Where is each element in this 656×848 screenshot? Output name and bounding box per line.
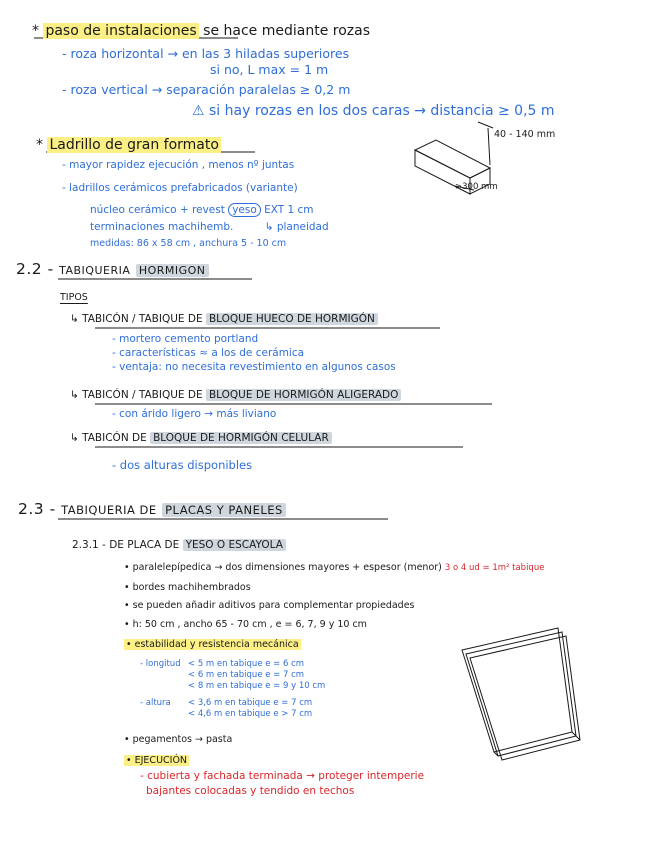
- type-title-highlight: BLOQUE DE HORMIGÓN CELULAR: [150, 432, 332, 444]
- bullet-item: • h: 50 cm , ancho 65 - 70 cm , e = 6, 7, 9 y 10 cm: [124, 619, 367, 630]
- bullet-item: • se pueden añadir aditivos para complementar propiedades: [124, 600, 415, 611]
- list-item: medidas: 86 x 58 cm , anchura 5 - 10 cm: [90, 238, 287, 249]
- spec-label: - longitud: [140, 659, 181, 669]
- section-title: Ladrillo de gran formato: [49, 137, 219, 153]
- red-note: - cubierta y fachada terminada → proteger intemperie: [140, 770, 425, 782]
- list-item: - dos alturas disponibles: [112, 458, 253, 472]
- warning-note: ⚠ si hay rozas en los dos caras → distancia ≥ 0,5 m: [192, 103, 555, 119]
- list-item-detail: → separación paralelas ≥ 0,2 m: [151, 82, 351, 97]
- list-item-detail: → en las 3 hiladas superiores: [167, 46, 350, 61]
- spec-item: < 6 m en tabique e = 7 cm: [188, 670, 305, 680]
- section-title-rest: se hace mediante rozas: [203, 23, 371, 39]
- bullet-item: • paralelepípedica → dos dimensiones mayores + espesor (menor): [124, 562, 442, 573]
- red-note: bajantes colocadas y tendido en techos: [146, 785, 355, 797]
- section-number: 2.2 -: [16, 260, 54, 278]
- panels-sketch: [462, 628, 580, 760]
- bullet-item-highlight: • EJECUCIÓN: [126, 755, 188, 766]
- list-item: - mortero cemento portland: [112, 333, 259, 345]
- circled-word: yeso: [228, 203, 261, 217]
- list-item: terminaciones machihemb.: [90, 221, 234, 233]
- section-heading: TABIQUERIA: [59, 264, 131, 277]
- bullet-item: • bordes machihembrados: [124, 582, 251, 593]
- list-item: - con árido ligero → más liviano: [112, 408, 277, 420]
- list-item: - mayor rapidez ejecución , menos nº juntas: [62, 159, 295, 171]
- subsection-heading-highlight: YESO O ESCAYOLA: [183, 539, 286, 551]
- list-item: - roza vertical: [62, 82, 148, 97]
- bullet-star: *: [36, 137, 43, 153]
- spec-item: < 8 m en tabique e = 9 y 10 cm: [188, 681, 326, 691]
- section-heading-highlight: PLACAS Y PANELES: [162, 503, 286, 517]
- label-tipos: TIPOS: [60, 292, 88, 303]
- list-item: - roza horizontal: [62, 46, 164, 61]
- section-heading-highlight: HORMIGON: [136, 264, 209, 277]
- section-title: paso de instalaciones: [45, 23, 197, 39]
- list-item-detail: EXT 1 cm: [264, 204, 314, 216]
- spec-item: < 3,6 m en tabique e = 7 cm: [188, 698, 313, 708]
- type-title-highlight: BLOQUE DE HORMIGÓN ALIGERADO: [206, 389, 401, 401]
- list-item-detail: ↳ planeidad: [264, 221, 329, 233]
- section-heading: TABIQUERIA DE: [61, 503, 157, 517]
- section-number: 2.3 -: [18, 500, 56, 518]
- list-item: - características ≈ a los de cerámica: [112, 347, 305, 359]
- list-item-note: si no, L max = 1 m: [210, 62, 329, 77]
- spec-item: < 5 m en tabique e = 6 cm: [188, 659, 305, 669]
- list-item: núcleo cerámico + revest: [90, 204, 225, 216]
- spec-item: < 4,6 m en tabique e > 7 cm: [188, 709, 313, 719]
- type-title: ↳ TABICÓN / TABIQUE DE: [70, 389, 203, 401]
- subsection-number: 2.3.1 -: [72, 539, 106, 551]
- bullet-star: *: [32, 23, 39, 39]
- subsection-heading: DE PLACA DE: [109, 539, 180, 551]
- dimension-label: 40 - 140 mm: [494, 129, 556, 140]
- bullet-item-highlight: • estabilidad y resistencia mecánica: [126, 639, 299, 650]
- type-title: ↳ TABICÓN DE: [70, 432, 147, 444]
- spec-label: - altura: [140, 698, 171, 708]
- list-item: - ladrillos cerámicos prefabricados (variante): [62, 182, 298, 194]
- red-note: 3 o 4 ud = 1m² tabique: [444, 563, 545, 573]
- type-title-highlight: BLOQUE HUECO DE HORMIGÓN: [206, 313, 378, 325]
- dimension-label: >300 mm: [455, 182, 498, 192]
- type-title: ↳ TABICÓN / TABIQUE DE: [70, 313, 203, 325]
- bullet-item: • pegamentos → pasta: [124, 734, 233, 745]
- list-item: - ventaja: no necesita revestimiento en algunos casos: [112, 361, 396, 373]
